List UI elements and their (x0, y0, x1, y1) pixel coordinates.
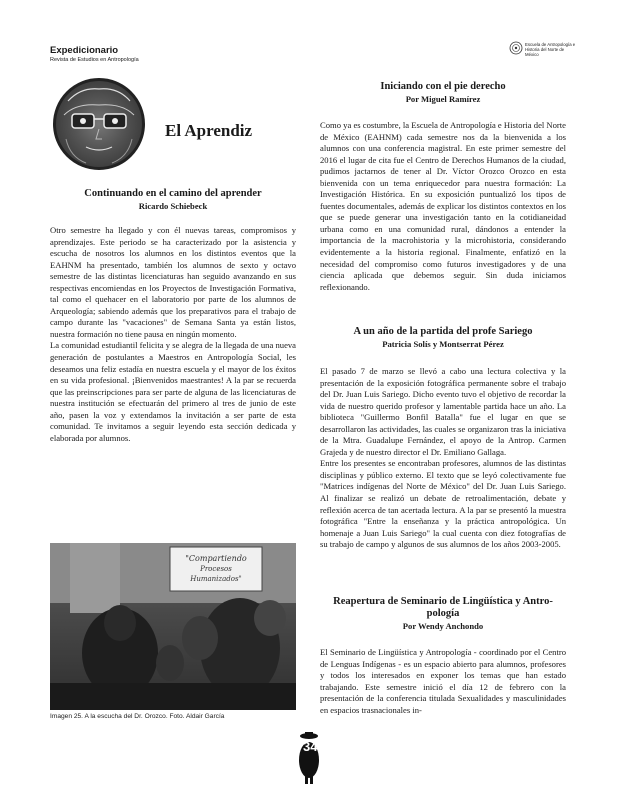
glasses-face-logo-icon (53, 78, 145, 170)
journal-subtitle: Revista de Estudios en Antropología (50, 57, 139, 63)
right-article-3-title-line-2: pología (426, 608, 460, 619)
photo-caption: Imagen 25. A la escucha del Dr. Orozco. Foto. Aldair García (50, 713, 225, 720)
institution-seal-icon (509, 41, 523, 55)
right-article-1-body (320, 120, 566, 293)
sign-line-3: Humanizados" (190, 575, 242, 583)
sign-line-1: "Compartiendo (185, 554, 247, 563)
left-article-author: Ricardo Schiebeck (138, 201, 208, 211)
left-article-title: Continuando en el camino del aprender (84, 188, 262, 199)
right-article-2-author: Patricia Solís y Montserrat Pérez (382, 339, 504, 349)
institution-name: Escuela de Antropología e Historia del Norte de México (525, 42, 576, 57)
sign-line-2: Procesos (200, 565, 232, 573)
paragraph: Otro semestre ha llegado y con él nuevas tareas, compromisos y aprendizajes. Este periodo se ha caracterizado por la asistencia y escucha de nosotros los alumnos en los distintos eventos que la EAHNM ha presentado, también los alumnos de sexto y octavo semestre de las distintas licenciaturas han seguido avanzando en sus respectivas encomiendas en los Proyectos de Investigación Formativa, tal como el quehacer en el laboratorio por parte de los alumnos de Arqueología; sabiendo además que los preparativos para el trabajo de campo durante las "vacaciones" de Semana Santa ya están listos, nuestra formación no tiene pausa en ningún momento. (50, 225, 296, 339)
paragraph: La comunidad estudiantil felicita y se alegra de la llegada de una nueva generación de postulantes a Maestros en Antropología Social, les deseamos una feliz estadía en nuestra escuela y el mayor de los éxitos en su vida profesional. ¡Bienvenidos maestrantes! A la par se recuerda que las preinscripciones para ser parte de alguna de las licenciaturas de nuestra institución se efectuarán del primero al tres de junio de este año, pasen la voz y extendamos la invitación a ser parte de esta comunidad. Te invitamos a seguir leyendo esta sección dedicada y elaborada por alumnos. (50, 340, 296, 443)
right-article-3-title-line-1: Reapertura de Seminario de Lingüística y Antro- (333, 596, 553, 607)
right-article-3-author: Por Wendy Anchondo (402, 621, 484, 631)
left-article-body (50, 225, 296, 444)
right-article-2-body (320, 366, 566, 551)
paragraph: El pasado 7 de marzo se llevó a cabo una lectura colectiva y la presentación de la exposición fotográfica permanente sobre el trabajo del Dr. Juan Luis Sariego. Dicho evento tuvo el objetivo de recordar la vida de nuestro querido profesor y lamentable partida hace un año. La biblioteca "Guillermo Bonfil Batalla" fue el lugar en que se desarrollaron las actividades, las cuales se organizaron tras la iniciativa de la Mtra. Guadalupe Fernández, el apoyo de la Antrop. Carmen Grajeda y de nuestro director el Dr. Emiliano Gallaga. (320, 366, 566, 457)
page-number: 34 (303, 739, 318, 754)
paragraph: Entre los presentes se encontraban profesores, alumnos de las distintas disciplinas y público externo. El texto que se leyó colectivamente fue "Matrices indígenas del Norte de México" del Dr. Juan Luis Sariego. Al finalizar se realizó un debate de retroalimentación, debate y reflexión acerca de tan acertada lectura. A la par se presentó la muestra fotográfica "Entre la enseñanza y la práctica antropológica. Un homenaje a Juan Luis Sariego" la cual cuenta con diez fotografías de su trabajo de campo y algunos de sus alumnos de los años 2003-2005. (320, 458, 566, 550)
paragraph: Como ya es costumbre, la Escuela de Antropología e Historia del Norte de México (EAHNM) cada semestre nos da la bienvenida a los alumnos con una conferencia magistral. En este primer semestre del 2016 el lugar de cita fue el Centro de Derechos Humanos de la ciudad, pudimos jactarnos de tener al Dr. Víctor Orozco Orozco en esta bienvenida con un tema enriquecedor para nuestra formación: La Investigación Histórica. En su exposición puntualizó los tipos de fuentes documentales, además de explicar los distintos contextos en los que se puede generar una investigación tanto en la cotidianeidad urbana como en una comunidad rural, dándonos a entender la importancia de la macrohistoria y la microhistoria, considerando evidentemente a la historia regional. Finalmente, enfatizó en la necesidad del compromiso como futuros investigadores y de una ciencia aplicada que debemos seguir. Sin duda iniciamos reflexionando. (320, 120, 566, 292)
right-article-2-title: A un año de la partida del profe Sariego (353, 326, 533, 337)
event-photo (50, 543, 296, 710)
right-article-1-author: Por Miguel Ramírez (405, 94, 481, 104)
section-title: El Aprendiz (165, 121, 253, 140)
paragraph: El Seminario de Lingüística y Antropología - coordinado por el Centro de Lenguas Indígenas - es un espacio abierto para alumnos, profesores y todos los interesados en exponer los temas que han estado trabajando. Este semestre inició el día 12 de febrero con la presentación de la conferencia titulada Sexualidades y masculinidades en espacios trasnacionales in- (320, 647, 566, 715)
right-article-1-title: Iniciando con el pie derecho (380, 81, 506, 92)
right-article-3-body (320, 647, 566, 716)
journal-title: Expedicionario (50, 45, 119, 56)
